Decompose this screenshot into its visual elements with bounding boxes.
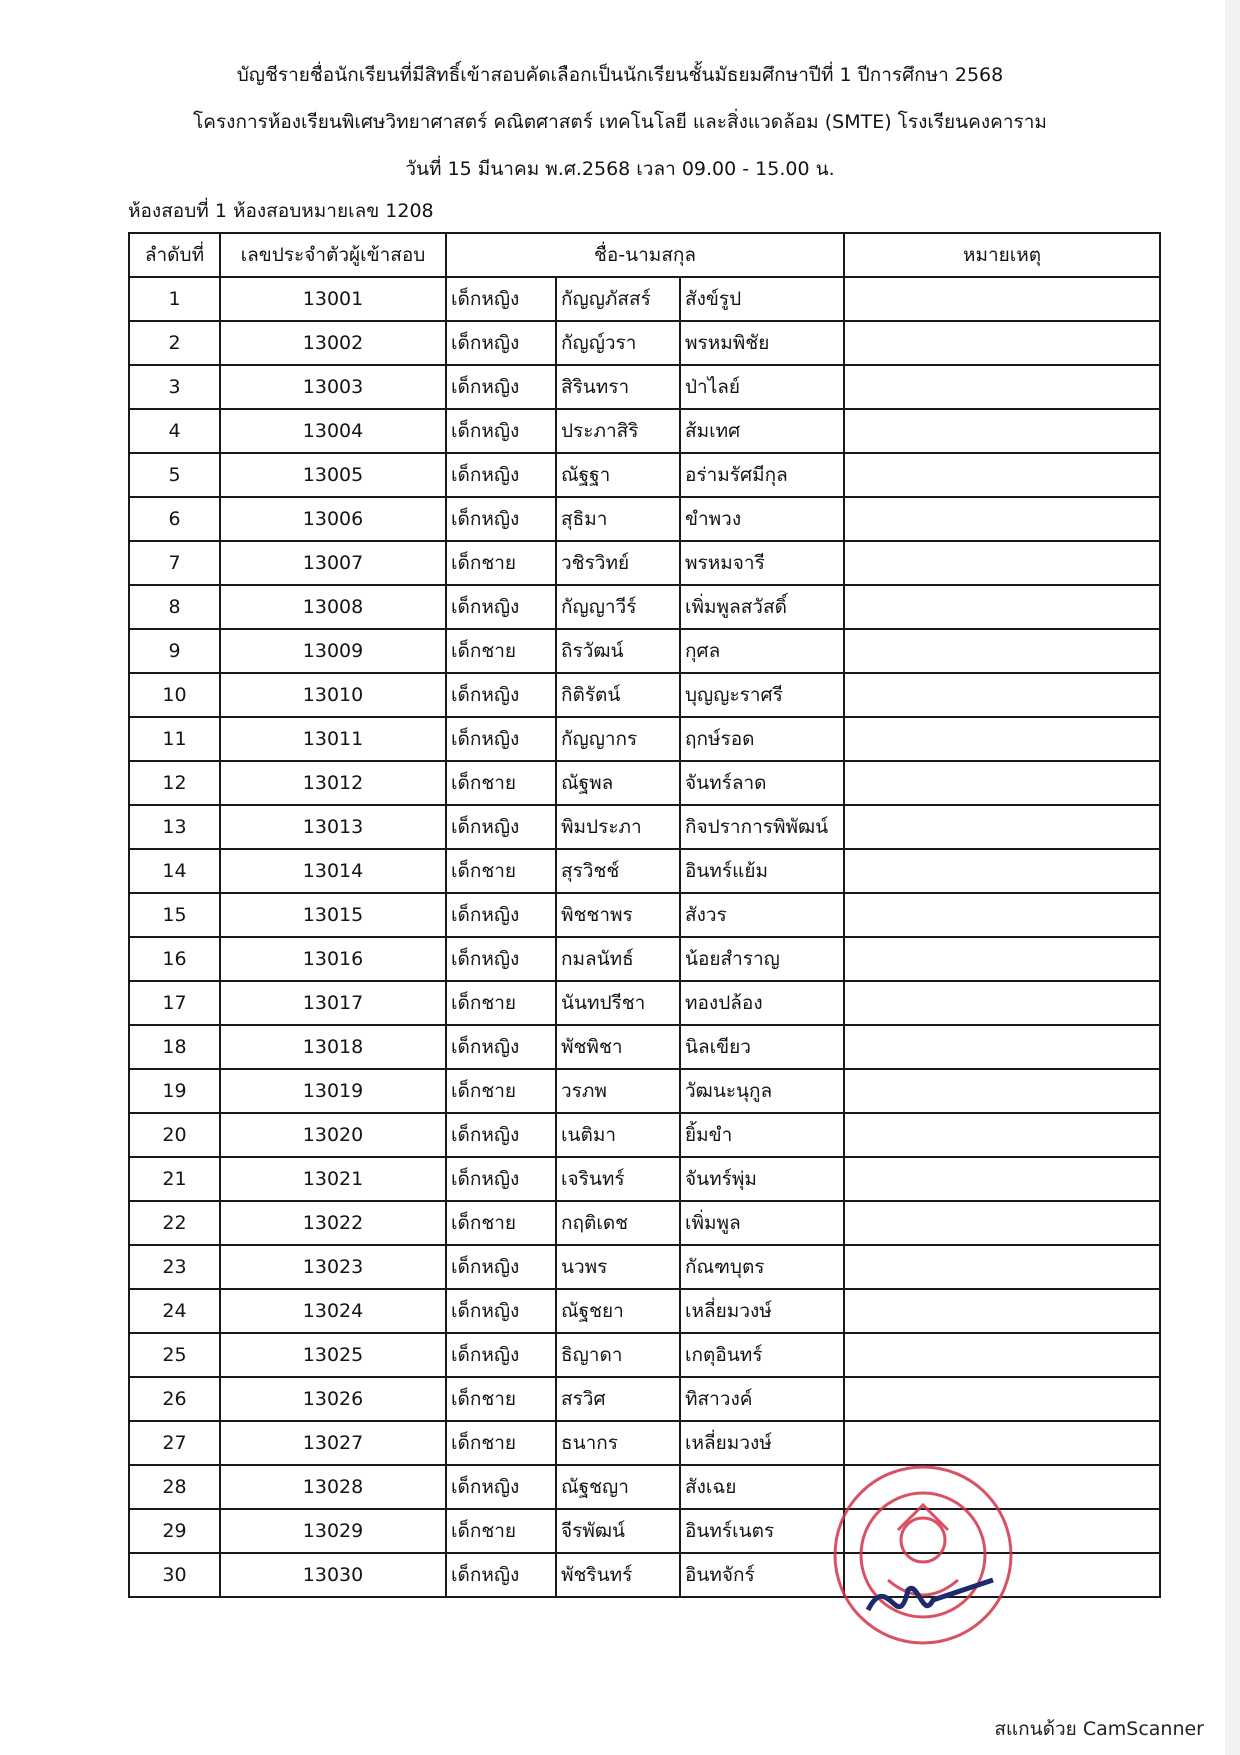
remarks-cell bbox=[844, 937, 1160, 981]
order-cell: 3 bbox=[129, 365, 220, 409]
roster-table bbox=[128, 232, 1161, 1598]
title-cell: เด็กหญิง bbox=[446, 1289, 556, 1333]
table-row bbox=[129, 981, 1160, 1025]
page-edge bbox=[1225, 0, 1240, 1755]
title-cell: เด็กหญิง bbox=[446, 585, 556, 629]
table-row bbox=[129, 805, 1160, 849]
order-cell: 29 bbox=[129, 1509, 220, 1553]
title-cell: เด็กชาย bbox=[446, 541, 556, 585]
order-cell: 8 bbox=[129, 585, 220, 629]
first-name-cell: ณัฐฐา bbox=[556, 453, 680, 497]
title-cell: เด็กหญิง bbox=[446, 1113, 556, 1157]
table-row bbox=[129, 497, 1160, 541]
exam-id-cell: 13019 bbox=[220, 1069, 446, 1113]
header-order: ลำดับที่ bbox=[129, 233, 220, 277]
table-row bbox=[129, 717, 1160, 761]
first-name-cell: พิชชาพร bbox=[556, 893, 680, 937]
last-name-cell: อินทร์เนตร bbox=[680, 1509, 844, 1553]
exam-id-cell: 13018 bbox=[220, 1025, 446, 1069]
last-name-cell: เหลี่ยมวงษ์ bbox=[680, 1421, 844, 1465]
order-cell: 14 bbox=[129, 849, 220, 893]
order-cell: 23 bbox=[129, 1245, 220, 1289]
first-name-cell: เจรินทร์ bbox=[556, 1157, 680, 1201]
order-cell: 12 bbox=[129, 761, 220, 805]
first-name-cell: ณัฐพล bbox=[556, 761, 680, 805]
table-row bbox=[129, 1201, 1160, 1245]
last-name-cell: เพิ่มพูล bbox=[680, 1201, 844, 1245]
order-cell: 9 bbox=[129, 629, 220, 673]
title-cell: เด็กหญิง bbox=[446, 1245, 556, 1289]
header-title-line3: วันที่ 15 มีนาคม พ.ศ.2568 เวลา 09.00 - 15.00 น. bbox=[405, 158, 835, 180]
title-cell: เด็กชาย bbox=[446, 629, 556, 673]
table-row bbox=[129, 1025, 1160, 1069]
first-name-cell: ถิรวัฒน์ bbox=[556, 629, 680, 673]
last-name-cell: อินทจักร์ bbox=[680, 1553, 844, 1597]
header-title-line1: บัญชีรายชื่อนักเรียนที่มีสิทธิ์เข้าสอบคัดเลือกเป็นนักเรียนชั้นมัธยมศึกษาปีที่ 1 ปีการศึกษา 2568 bbox=[236, 64, 1004, 86]
exam-id-cell: 13026 bbox=[220, 1377, 446, 1421]
first-name-cell: วรภพ bbox=[556, 1069, 680, 1113]
first-name-cell: กิติรัตน์ bbox=[556, 673, 680, 717]
table-row bbox=[129, 849, 1160, 893]
seal-rings bbox=[835, 1467, 1011, 1643]
remarks-cell bbox=[844, 321, 1160, 365]
order-cell: 18 bbox=[129, 1025, 220, 1069]
first-name-cell: จีรพัฒน์ bbox=[556, 1509, 680, 1553]
remarks-cell bbox=[844, 409, 1160, 453]
title-cell: เด็กหญิง bbox=[446, 1157, 556, 1201]
order-cell: 24 bbox=[129, 1289, 220, 1333]
exam-id-cell: 13004 bbox=[220, 409, 446, 453]
first-name-cell: นันทปรีชา bbox=[556, 981, 680, 1025]
table-row bbox=[129, 1069, 1160, 1113]
exam-id-cell: 13023 bbox=[220, 1245, 446, 1289]
exam-id-cell: 13021 bbox=[220, 1157, 446, 1201]
last-name-cell: อร่ามรัศมีกุล bbox=[680, 453, 844, 497]
exam-id-cell: 13027 bbox=[220, 1421, 446, 1465]
first-name-cell: ณัฐชญา bbox=[556, 1465, 680, 1509]
last-name-cell: พรหมจารี bbox=[680, 541, 844, 585]
last-name-cell: ขำพวง bbox=[680, 497, 844, 541]
last-name-cell: ฤกษ์รอด bbox=[680, 717, 844, 761]
title-cell: เด็กหญิง bbox=[446, 497, 556, 541]
order-cell: 20 bbox=[129, 1113, 220, 1157]
exam-id-cell: 13011 bbox=[220, 717, 446, 761]
remarks-cell bbox=[844, 981, 1160, 1025]
remarks-cell bbox=[844, 717, 1160, 761]
last-name-cell: ป่าไลย์ bbox=[680, 365, 844, 409]
last-name-cell: บุญญะราศรี bbox=[680, 673, 844, 717]
order-cell: 6 bbox=[129, 497, 220, 541]
exam-id-cell: 13010 bbox=[220, 673, 446, 717]
last-name-cell: ทองปล้อง bbox=[680, 981, 844, 1025]
title-cell: เด็กหญิง bbox=[446, 1553, 556, 1597]
table-row bbox=[129, 541, 1160, 585]
order-cell: 22 bbox=[129, 1201, 220, 1245]
first-name-cell: กฤติเดช bbox=[556, 1201, 680, 1245]
first-name-cell: ณัฐชยา bbox=[556, 1289, 680, 1333]
table-row bbox=[129, 1377, 1160, 1421]
remarks-cell bbox=[844, 893, 1160, 937]
order-cell: 11 bbox=[129, 717, 220, 761]
remarks-cell bbox=[844, 1289, 1160, 1333]
remarks-cell bbox=[844, 541, 1160, 585]
order-cell: 19 bbox=[129, 1069, 220, 1113]
remarks-cell bbox=[844, 1069, 1160, 1113]
title-cell: เด็กชาย bbox=[446, 1069, 556, 1113]
last-name-cell: อินทร์แย้ม bbox=[680, 849, 844, 893]
first-name-cell: เนติมา bbox=[556, 1113, 680, 1157]
first-name-cell: สิรินทรา bbox=[556, 365, 680, 409]
order-cell: 5 bbox=[129, 453, 220, 497]
last-name-cell: พรหมพิชัย bbox=[680, 321, 844, 365]
header-exam-id: เลขประจำตัวผู้เข้าสอบ bbox=[220, 233, 446, 277]
last-name-cell: เพิ่มพูลสวัสดิ์ bbox=[680, 585, 844, 629]
scanner-footer: สแกนด้วย CamScanner bbox=[994, 1718, 1204, 1740]
title-cell: เด็กหญิง bbox=[446, 805, 556, 849]
exam-id-cell: 13029 bbox=[220, 1509, 446, 1553]
order-cell: 27 bbox=[129, 1421, 220, 1465]
last-name-cell: ยิ้มขำ bbox=[680, 1113, 844, 1157]
order-cell: 7 bbox=[129, 541, 220, 585]
exam-id-cell: 13005 bbox=[220, 453, 446, 497]
exam-id-cell: 13008 bbox=[220, 585, 446, 629]
remarks-cell bbox=[844, 1421, 1160, 1465]
order-cell: 26 bbox=[129, 1377, 220, 1421]
remarks-cell bbox=[844, 629, 1160, 673]
table-row bbox=[129, 1289, 1160, 1333]
school-seal-stamp bbox=[828, 1460, 1018, 1650]
first-name-cell: พัชพิชา bbox=[556, 1025, 680, 1069]
header-full-name: ชื่อ-นามสกุล bbox=[446, 233, 844, 277]
last-name-cell: ส้มเทศ bbox=[680, 409, 844, 453]
remarks-cell bbox=[844, 1113, 1160, 1157]
first-name-cell: ธิญาดา bbox=[556, 1333, 680, 1377]
table-row bbox=[129, 1245, 1160, 1289]
last-name-cell: กุศล bbox=[680, 629, 844, 673]
exam-id-cell: 13002 bbox=[220, 321, 446, 365]
last-name-cell: จันทร์พุ่ม bbox=[680, 1157, 844, 1201]
table-row bbox=[129, 673, 1160, 717]
last-name-cell: สังวร bbox=[680, 893, 844, 937]
exam-id-cell: 13020 bbox=[220, 1113, 446, 1157]
title-cell: เด็กหญิง bbox=[446, 1465, 556, 1509]
order-cell: 25 bbox=[129, 1333, 220, 1377]
remarks-cell bbox=[844, 365, 1160, 409]
order-cell: 10 bbox=[129, 673, 220, 717]
last-name-cell: วัฒนะนุกูล bbox=[680, 1069, 844, 1113]
exam-id-cell: 13025 bbox=[220, 1333, 446, 1377]
title-cell: เด็กหญิง bbox=[446, 277, 556, 321]
title-cell: เด็กหญิง bbox=[446, 453, 556, 497]
first-name-cell: สรวิศ bbox=[556, 1377, 680, 1421]
remarks-cell bbox=[844, 453, 1160, 497]
first-name-cell: พิมประภา bbox=[556, 805, 680, 849]
order-cell: 21 bbox=[129, 1157, 220, 1201]
title-cell: เด็กชาย bbox=[446, 981, 556, 1025]
last-name-cell: จันทร์ลาด bbox=[680, 761, 844, 805]
first-name-cell: สุรวิชช์ bbox=[556, 849, 680, 893]
exam-id-cell: 13009 bbox=[220, 629, 446, 673]
remarks-cell bbox=[844, 761, 1160, 805]
exam-id-cell: 13016 bbox=[220, 937, 446, 981]
first-name-cell: ประภาสิริ bbox=[556, 409, 680, 453]
first-name-cell: พัชรินทร์ bbox=[556, 1553, 680, 1597]
table-row bbox=[129, 893, 1160, 937]
header-remarks: หมายเหตุ bbox=[844, 233, 1160, 277]
table-row bbox=[129, 585, 1160, 629]
title-cell: เด็กหญิง bbox=[446, 365, 556, 409]
exam-id-cell: 13013 bbox=[220, 805, 446, 849]
table-row bbox=[129, 277, 1160, 321]
remarks-cell bbox=[844, 1333, 1160, 1377]
header-title-line2: โครงการห้องเรียนพิเศษวิทยาศาสตร์ คณิตศาสตร์ เทคโนโลยี และสิ่งแวดล้อม (SMTE) โรงเรียนคงคาราม bbox=[193, 111, 1047, 133]
remarks-cell bbox=[844, 1201, 1160, 1245]
exam-id-cell: 13022 bbox=[220, 1201, 446, 1245]
exam-id-cell: 13007 bbox=[220, 541, 446, 585]
first-name-cell: กัญญาวีร์ bbox=[556, 585, 680, 629]
last-name-cell: น้อยสำราญ bbox=[680, 937, 844, 981]
order-cell: 1 bbox=[129, 277, 220, 321]
remarks-cell bbox=[844, 1157, 1160, 1201]
title-cell: เด็กชาย bbox=[446, 1509, 556, 1553]
exam-id-cell: 13017 bbox=[220, 981, 446, 1025]
title-cell: เด็กหญิง bbox=[446, 1333, 556, 1377]
table-row bbox=[129, 1113, 1160, 1157]
title-cell: เด็กหญิง bbox=[446, 937, 556, 981]
table-row bbox=[129, 1333, 1160, 1377]
roster-body bbox=[129, 277, 1160, 1597]
remarks-cell bbox=[844, 849, 1160, 893]
last-name-cell: กิจปราการพิพัฒน์ bbox=[680, 805, 844, 849]
first-name-cell: กัญญ์วรา bbox=[556, 321, 680, 365]
last-name-cell: กัณฑบุตร bbox=[680, 1245, 844, 1289]
document-header bbox=[0, 52, 1240, 193]
exam-id-cell: 13030 bbox=[220, 1553, 446, 1597]
title-cell: เด็กหญิง bbox=[446, 409, 556, 453]
first-name-cell: กัญญากร bbox=[556, 717, 680, 761]
exam-id-cell: 13012 bbox=[220, 761, 446, 805]
first-name-cell: กัญญภัสสร์ bbox=[556, 277, 680, 321]
table-row bbox=[129, 1421, 1160, 1465]
remarks-cell bbox=[844, 805, 1160, 849]
table-row bbox=[129, 1157, 1160, 1201]
title-cell: เด็กชาย bbox=[446, 1377, 556, 1421]
order-cell: 15 bbox=[129, 893, 220, 937]
remarks-cell bbox=[844, 1377, 1160, 1421]
table-row bbox=[129, 321, 1160, 365]
last-name-cell: เกตุอินทร์ bbox=[680, 1333, 844, 1377]
first-name-cell: สุธิมา bbox=[556, 497, 680, 541]
first-name-cell: นวพร bbox=[556, 1245, 680, 1289]
exam-id-cell: 13028 bbox=[220, 1465, 446, 1509]
title-cell: เด็กหญิง bbox=[446, 673, 556, 717]
title-cell: เด็กหญิง bbox=[446, 717, 556, 761]
last-name-cell: สังข์รูป bbox=[680, 277, 844, 321]
remarks-cell bbox=[844, 1025, 1160, 1069]
last-name-cell: สังเฉย bbox=[680, 1465, 844, 1509]
first-name-cell: วชิรวิทย์ bbox=[556, 541, 680, 585]
title-cell: เด็กหญิง bbox=[446, 1025, 556, 1069]
title-cell: เด็กหญิง bbox=[446, 321, 556, 365]
order-cell: 2 bbox=[129, 321, 220, 365]
order-cell: 16 bbox=[129, 937, 220, 981]
table-row bbox=[129, 409, 1160, 453]
exam-id-cell: 13015 bbox=[220, 893, 446, 937]
table-row bbox=[129, 761, 1160, 805]
order-cell: 17 bbox=[129, 981, 220, 1025]
remarks-cell bbox=[844, 585, 1160, 629]
remarks-cell bbox=[844, 1245, 1160, 1289]
order-cell: 30 bbox=[129, 1553, 220, 1597]
exam-id-cell: 13006 bbox=[220, 497, 446, 541]
title-cell: เด็กชาย bbox=[446, 1201, 556, 1245]
last-name-cell: ทิสาวงค์ bbox=[680, 1377, 844, 1421]
title-cell: เด็กชาย bbox=[446, 761, 556, 805]
remarks-cell bbox=[844, 673, 1160, 717]
order-cell: 4 bbox=[129, 409, 220, 453]
title-cell: เด็กชาย bbox=[446, 1421, 556, 1465]
exam-id-cell: 13024 bbox=[220, 1289, 446, 1333]
exam-id-cell: 13001 bbox=[220, 277, 446, 321]
exam-room-label: ห้องสอบที่ 1 ห้องสอบหมายเลข 1208 bbox=[128, 200, 434, 222]
title-cell: เด็กหญิง bbox=[446, 893, 556, 937]
order-cell: 13 bbox=[129, 805, 220, 849]
table-row bbox=[129, 365, 1160, 409]
first-name-cell: ธนากร bbox=[556, 1421, 680, 1465]
exam-id-cell: 13014 bbox=[220, 849, 446, 893]
first-name-cell: กมลนัทธ์ bbox=[556, 937, 680, 981]
order-cell: 28 bbox=[129, 1465, 220, 1509]
table-header-row bbox=[129, 233, 1160, 277]
table-row bbox=[129, 937, 1160, 981]
title-cell: เด็กชาย bbox=[446, 849, 556, 893]
last-name-cell: เหลี่ยมวงษ์ bbox=[680, 1289, 844, 1333]
table-row bbox=[129, 453, 1160, 497]
last-name-cell: นิลเขียว bbox=[680, 1025, 844, 1069]
table-row bbox=[129, 629, 1160, 673]
remarks-cell bbox=[844, 497, 1160, 541]
remarks-cell bbox=[844, 277, 1160, 321]
exam-id-cell: 13003 bbox=[220, 365, 446, 409]
